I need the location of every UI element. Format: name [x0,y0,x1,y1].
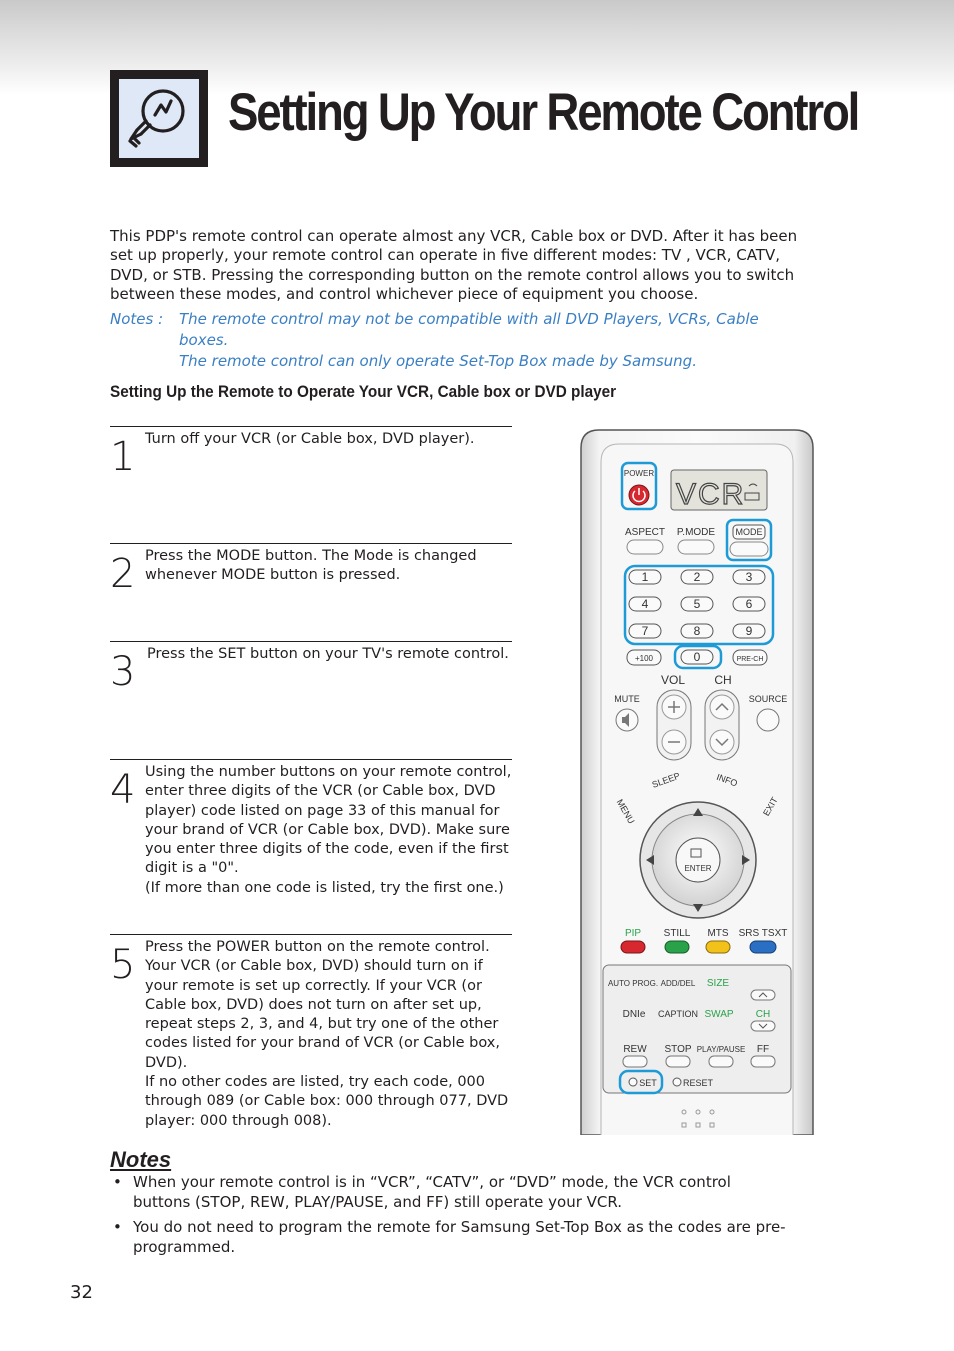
reset-button [673,1078,681,1086]
step-line: Press the SET button on your TV's remote control. [147,646,509,662]
digit: 8 [693,624,701,638]
digit: 5 [693,597,701,611]
playpause-label: PLAY/PAUSE [696,1045,746,1054]
digit: 3 [745,570,753,584]
swap-label: SWAP [704,1009,734,1020]
numpad [629,570,765,638]
source-button [757,709,779,731]
intro-notes [110,309,810,372]
pmode-button [678,540,714,554]
remote-control-illustration [579,428,815,1135]
prech-label: PRE-CH [736,656,764,663]
menu-label: MENU [614,797,637,826]
stop-label: STOP [664,1044,692,1055]
digit: 2 [693,570,701,584]
step-text [145,547,515,586]
rew-button [623,1056,647,1067]
srs-label: SRS TSXT [738,928,788,939]
digit: 1 [641,570,649,584]
size-label: SIZE [706,978,730,989]
plus100-label: +100 [634,654,654,663]
rew-label: REW [623,1044,647,1055]
step-line: Press the POWER button on the remote control. [145,939,490,955]
step-number: 5 [110,942,136,988]
section-heading: Setting Up the Remote to Operate Your VCR, Cable box or DVD player [110,382,617,401]
still-button [665,941,689,953]
step-2 [110,543,512,640]
info-label: INFO [715,771,739,789]
zero-label: 0 [693,650,701,664]
mode-pill [730,542,768,556]
digit: 9 [745,624,753,638]
notes-heading: Notes [110,1147,172,1172]
step-line: Using the number buttons on your remote control, enter three digits of the VCR (or Cable box, DVD player) code listed on page 33 of this manual for your brand of VCR (or Cable box, DVD). Make sure you enter three digits of the code, even if the first digit is a "0". [145,764,512,877]
step-text [147,645,517,664]
source-label: SOURCE [748,694,788,704]
step-number: 3 [110,649,136,695]
list-item: • When your remote control is in “VCR”, “CATV”, or “DVD” mode, the VCR control buttons (STOP, REW, PLAY/PAUSE, and FF) still operate your VCR. [110,1172,790,1212]
caption-label: CAPTION [657,1009,699,1019]
set-label: SET [639,1078,657,1088]
stop-button [666,1056,690,1067]
step-line: Press the MODE button. The Mode is changed whenever MODE button is pressed. [145,548,477,584]
sleep-label: SLEEP [650,770,682,790]
ff-label: FF [756,1044,770,1055]
ch-down-button [751,1021,775,1031]
step-text [145,763,515,898]
step-line: (If more than one code is listed, try the first one.) [145,879,504,896]
step-number: 1 [110,434,136,480]
autoprog-label: AUTO PROG. [607,979,659,988]
playpause-button [709,1056,733,1067]
srs-button [750,941,776,953]
step-4 [110,759,512,934]
lcd-mode-text: VCR [676,478,746,511]
intro-paragraph: This PDP's remote control can operate almost any VCR, Cable box or DVD. After it has been set up properly, your remote control can operate in five different modes: TV , VCR, CATV, DVD, or STB. Pressing the corresponding button on the remote control allows you to switch between these modes, and control whichever piece of equipment you choose. [110,227,798,303]
step-text [145,938,517,1131]
step-text [145,430,515,449]
enter-label: ENTER [684,864,712,873]
step-number: 4 [110,767,136,813]
dnie-label: DNIe [622,1009,646,1020]
mts-button [706,941,730,953]
step-line: Turn off your VCR (or Cable box, DVD player). [145,431,475,447]
adddel-label: ADD/DEL [660,979,696,988]
lightbulb-icon [110,70,208,167]
pmode-label: P.MODE [676,527,716,538]
enter-button [676,838,720,882]
ch-up-button [751,990,775,1000]
mode-label: MODE [735,527,763,537]
note-line: The remote control can only operate Set-Top Box made by Samsung. [179,352,697,370]
still-label: STILL [663,928,691,939]
vol-label: VOL [660,673,686,687]
pip-label: PIP [624,928,642,939]
set-button [629,1078,637,1086]
pip-button [621,941,645,953]
digit: 6 [745,597,753,611]
mts-label: MTS [707,928,729,939]
ch-label: CH [714,673,732,687]
step-line: Your VCR (or Cable box, DVD) should turn on if your remote is set up correctly. If your VCR (or Cable box, DVD) does not turn on after set up, repeat steps 2, 3, and 4, but try one of the other codes listed for your brand of VCR (or Cable box, DVD). [145,958,500,1071]
digit: 4 [641,597,649,611]
step-line: If no other codes are listed, try each code, 000 through 089 (or Cable box: 000 through 077, DVD player: 000 through 008). [145,1074,509,1129]
page-title: Setting Up Your Remote Control [228,83,859,142]
step-3 [110,641,512,758]
ff-button [751,1056,775,1067]
reset-label: RESET [682,1078,714,1088]
digit: 7 [641,624,649,638]
note-line: The remote control may not be compatible with all DVD Players, VCRs, Cable boxes. [179,310,759,349]
exit-label: EXIT [761,795,780,818]
power-label: POWER [623,469,655,478]
aspect-button [627,540,663,554]
step-number: 2 [110,551,136,597]
mute-label: MUTE [614,694,640,704]
step-1 [110,426,512,542]
list-item: • You do not need to program the remote for Samsung Set-Top Box as the codes are pre-programmed. [110,1217,790,1257]
notes-label: Notes : [110,310,164,328]
aspect-label: ASPECT [624,527,666,538]
page-number: 32 [70,1282,93,1303]
ch2-label: CH [755,1009,771,1020]
notes-list [110,1172,790,1262]
step-5 [110,934,512,1129]
